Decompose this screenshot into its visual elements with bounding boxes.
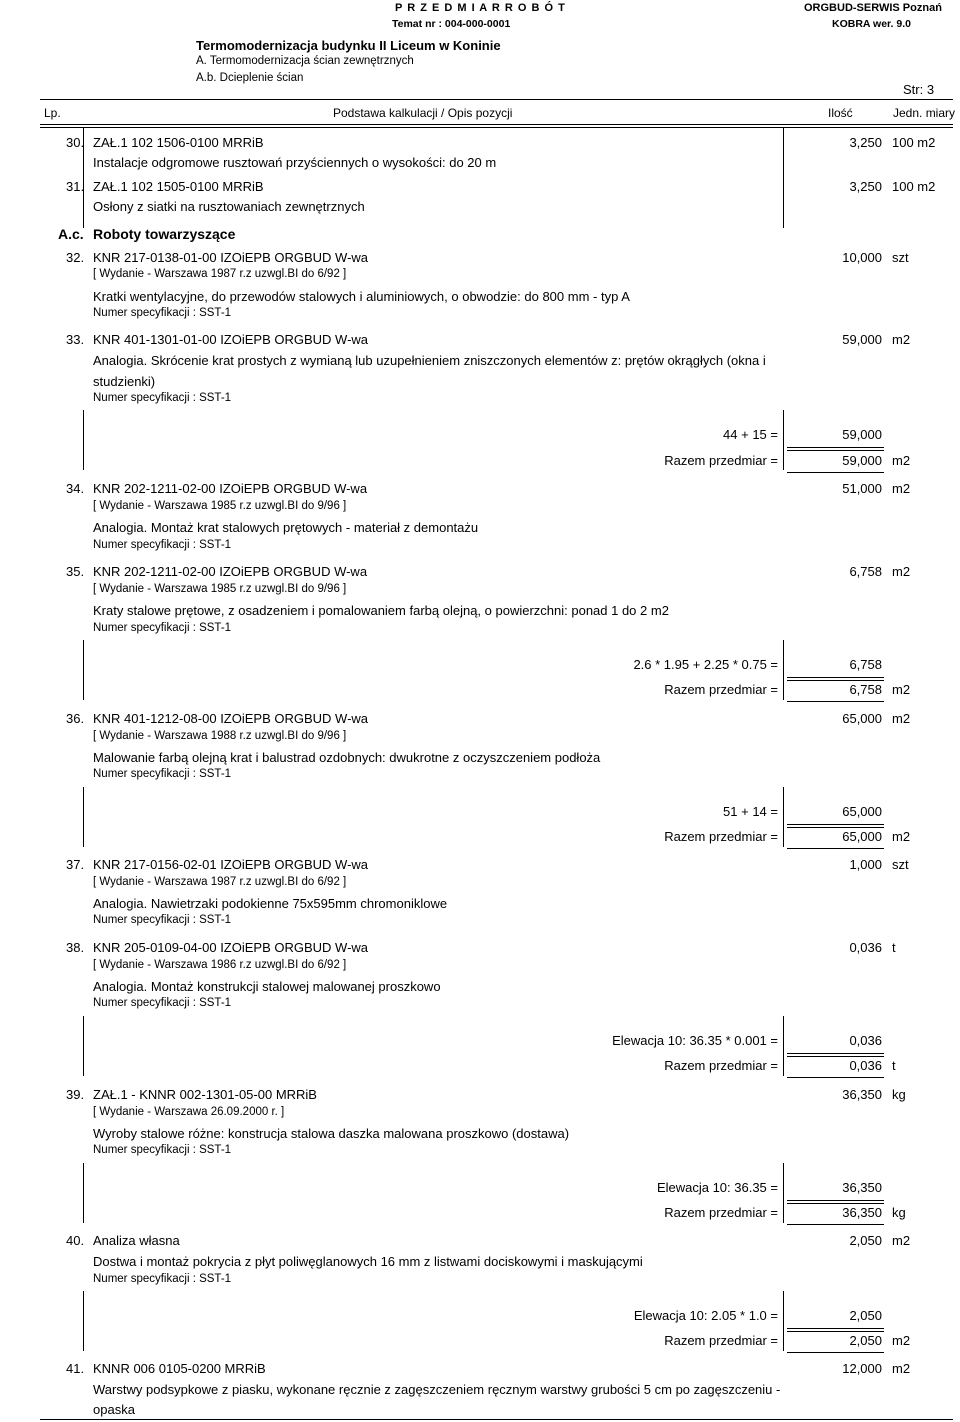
col-unit: Jedn. miary	[893, 106, 956, 120]
item-desc: Warstwy podsypkowe z piasku, wykonane ręcznie z zagęszczeniem ręcznym warstwy grubości 5 cm po zagęszczeniu -	[93, 1382, 781, 1397]
item-spec: Numer specyfikacji : SST-1	[93, 1273, 232, 1285]
sum-double-rule	[787, 824, 884, 828]
item-lp: 32.	[66, 250, 85, 265]
item-unit: szt	[892, 857, 909, 872]
header-top-rule	[40, 99, 953, 100]
software-version: KOBRA wer. 9.0	[832, 18, 911, 30]
item-code: ZAŁ.1 - KNNR 002-1301-05-00 MRRiB	[93, 1087, 317, 1102]
item-desc-cont: studzienki)	[93, 374, 156, 389]
calc-value: 36,350	[842, 1180, 882, 1195]
item-spec: Numer specyfikacji : SST-1	[93, 307, 232, 319]
item-qty: 10,000	[842, 250, 882, 265]
item-spec: Numer specyfikacji : SST-1	[93, 914, 232, 926]
item-desc: Kraty stalowe prętowe, z osadzeniem i pomalowaniem farbą olejną, o powierzchni: ponad 1 do 2 m2	[93, 603, 669, 618]
item-lp: 38.	[66, 940, 85, 955]
item-qty: 65,000	[842, 711, 882, 726]
section-a-title: A. Termomodernizacja ścian zewnętrznych	[196, 55, 414, 67]
calc-expression: Elewacja 10: 36.35 =	[656, 1180, 778, 1195]
col-separator	[83, 1163, 84, 1223]
item-desc: Instalacje odgromowe rusztowań przyściennych o wysokości: do 20 m	[93, 155, 497, 170]
sum-value: 2,050	[849, 1333, 882, 1348]
sum-underline	[787, 701, 884, 702]
sum-underline	[787, 472, 884, 473]
item-unit: 100 m2	[892, 135, 936, 150]
item-qty: 3,250	[849, 179, 882, 194]
sum-label: Razem przedmiar =	[664, 1333, 778, 1348]
item-unit: m2	[892, 1233, 911, 1248]
sum-unit: t	[892, 1058, 896, 1073]
sum-unit: m2	[892, 682, 911, 697]
item-desc-cont: opaska	[93, 1402, 135, 1417]
col-basis: Podstawa kalkulacji / Opis pozycji	[333, 106, 513, 120]
item-spec: Numer specyfikacji : SST-1	[93, 768, 232, 780]
item-edition: [ Wydanie - Warszawa 1985 r.z uzwgl.BI do 9/96 ]	[93, 583, 347, 595]
sum-underline	[787, 1224, 884, 1225]
item-code: KNR 217-0138-01-00 IZOiEPB ORGBUD W-wa	[93, 250, 369, 265]
item-edition: [ Wydanie - Warszawa 1987 r.z uzwgl.BI do 6/92 ]	[93, 876, 347, 888]
col-separator	[783, 128, 784, 228]
item-edition: [ Wydanie - Warszawa 1986 r.z uzwgl.BI do 6/92 ]	[93, 959, 347, 971]
sum-value: 65,000	[842, 829, 882, 844]
sum-label: Razem przedmiar =	[664, 1058, 778, 1073]
item-code: KNR 202-1211-02-00 IZOiEPB ORGBUD W-wa	[93, 564, 368, 579]
item-lp: 37.	[66, 857, 85, 872]
sum-value: 59,000	[842, 453, 882, 468]
item-qty: 3,250	[849, 135, 882, 150]
item-lp: 35.	[66, 564, 85, 579]
sum-double-rule	[787, 677, 884, 681]
calc-value: 59,000	[842, 427, 882, 442]
document-title: P R Z E D M I A R R O B Ó T	[395, 2, 566, 14]
item-qty: 51,000	[842, 481, 882, 496]
item-unit: t	[892, 940, 896, 955]
item-code: KNR 217-0156-02-01 IZOiEPB ORGBUD W-wa	[93, 857, 369, 872]
item-desc: Dostwa i montaż pokrycia z płyt poliwęglanowych 16 mm z listwami dociskowymi i maskującymi	[93, 1254, 643, 1269]
item-desc: Osłony z siatki na rusztowaniach zewnętrznych	[93, 199, 365, 214]
item-lp: 41.	[66, 1361, 85, 1376]
item-spec: Numer specyfikacji : SST-1	[93, 997, 232, 1009]
item-unit: m2	[892, 332, 911, 347]
company-name: ORGBUD-SERWIS Poznań	[804, 2, 942, 14]
col-separator	[783, 787, 784, 847]
calc-value: 2,050	[849, 1308, 882, 1323]
item-desc: Malowanie farbą olejną krat i balustrad ozdobnych: dwukrotne z oczyszczeniem podłoża	[93, 750, 601, 765]
section-c-code: A.c.	[58, 226, 84, 242]
item-spec: Numer specyfikacji : SST-1	[93, 392, 232, 404]
calc-expression: 2.6 * 1.95 + 2.25 * 0.75 =	[633, 657, 778, 672]
page-bottom-rule	[40, 1419, 953, 1420]
item-qty: 2,050	[849, 1233, 882, 1248]
item-desc: Analogia. Skrócenie krat prostych z wymianą lub uzupełnieniem zniszczonych elementów z: prętów okrągłych (okna i	[93, 353, 766, 368]
item-spec: Numer specyfikacji : SST-1	[93, 1144, 232, 1156]
item-lp: 33.	[66, 332, 85, 347]
item-lp: 39.	[66, 1087, 85, 1102]
section-c-title: Roboty towarzyszące	[93, 226, 236, 242]
sum-value: 6,758	[849, 682, 882, 697]
calc-value: 65,000	[842, 804, 882, 819]
item-desc: Analogia. Montaż konstrukcji stalowej malowanej proszkowo	[93, 979, 441, 994]
item-code: KNNR 006 0105-0200 MRRiB	[93, 1361, 266, 1376]
col-separator	[83, 1291, 84, 1351]
sum-label: Razem przedmiar =	[664, 829, 778, 844]
item-code: ZAŁ.1 102 1505-0100 MRRiB	[93, 179, 264, 194]
item-unit: m2	[892, 564, 911, 579]
item-qty: 0,036	[849, 940, 882, 955]
section-ab-title: A.b. Dcieplenie ścian	[196, 72, 304, 84]
item-unit: m2	[892, 711, 911, 726]
item-desc: Kratki wentylacyjne, do przewodów stalowych i aluminiowych, o obwodzie: do 800 mm - typ A	[93, 289, 630, 304]
sum-value: 0,036	[849, 1058, 882, 1073]
item-unit: 100 m2	[892, 179, 936, 194]
item-desc: Analogia. Nawietrzaki podokienne 75x595mm chromoniklowe	[93, 896, 448, 911]
item-lp: 36.	[66, 711, 85, 726]
item-lp: 34.	[66, 481, 85, 496]
header-bottom-rule-2	[40, 127, 953, 128]
item-edition: [ Wydanie - Warszawa 1987 r.z uzwgl.BI do 6/92 ]	[93, 268, 347, 280]
item-code: KNR 401-1301-01-00 IZOiEPB ORGBUD W-wa	[93, 332, 369, 347]
item-desc: Analogia. Montaż krat stalowych prętowych - materiał z demontażu	[93, 520, 479, 535]
item-desc: Wyroby stalowe różne: konstrucja stalowa daszka malowana proszkowo (dostawa)	[93, 1126, 570, 1141]
calc-expression: 51 + 14 =	[723, 804, 778, 819]
sum-double-rule	[787, 447, 884, 451]
sum-label: Razem przedmiar =	[664, 682, 778, 697]
sum-unit: m2	[892, 829, 911, 844]
col-separator	[783, 1016, 784, 1076]
item-lp: 40.	[66, 1233, 85, 1248]
page-number: Str: 3	[903, 82, 935, 97]
col-separator	[783, 1163, 784, 1223]
col-separator	[83, 410, 84, 470]
topic-number: Temat nr : 004-000-0001	[392, 18, 511, 30]
item-unit: m2	[892, 1361, 911, 1376]
col-qty: Ilość	[828, 106, 853, 120]
item-qty: 12,000	[842, 1361, 882, 1376]
item-spec: Numer specyfikacji : SST-1	[93, 622, 232, 634]
calc-value: 0,036	[849, 1033, 882, 1048]
item-spec: Numer specyfikacji : SST-1	[93, 539, 232, 551]
col-separator	[83, 640, 84, 700]
project-title: Termomodernizacja budynku II Liceum w Koninie	[196, 38, 501, 53]
item-code: KNR 205-0109-04-00 IZOiEPB ORGBUD W-wa	[93, 940, 369, 955]
col-separator	[783, 1291, 784, 1351]
item-unit: m2	[892, 481, 911, 496]
item-qty: 6,758	[849, 564, 882, 579]
col-lp: Lp.	[44, 106, 61, 120]
sum-unit: kg	[892, 1205, 906, 1220]
sum-value: 36,350	[842, 1205, 882, 1220]
item-edition: [ Wydanie - Warszawa 26.09.2000 r. ]	[93, 1106, 285, 1118]
calc-expression: Elewacja 10: 2.05 * 1.0 =	[633, 1308, 778, 1323]
item-lp: 31.	[66, 179, 85, 194]
sum-label: Razem przedmiar =	[664, 453, 778, 468]
sum-underline	[787, 848, 884, 849]
col-separator	[83, 1016, 84, 1076]
sum-label: Razem przedmiar =	[664, 1205, 778, 1220]
item-edition: [ Wydanie - Warszawa 1985 r.z uzwgl.BI do 9/96 ]	[93, 500, 347, 512]
calc-value: 6,758	[849, 657, 882, 672]
sum-unit: m2	[892, 1333, 911, 1348]
item-qty: 1,000	[849, 857, 882, 872]
col-separator	[83, 787, 84, 847]
item-qty: 59,000	[842, 332, 882, 347]
item-edition: [ Wydanie - Warszawa 1988 r.z uzwgl.BI do 9/96 ]	[93, 730, 347, 742]
sum-double-rule	[787, 1200, 884, 1204]
item-code: KNR 202-1211-02-00 IZOiEPB ORGBUD W-wa	[93, 481, 368, 496]
item-unit: szt	[892, 250, 909, 265]
item-lp: 30.	[66, 135, 85, 150]
sum-underline	[787, 1352, 884, 1353]
item-code: Analiza własna	[93, 1233, 180, 1248]
calc-expression: Elewacja 10: 36.35 * 0.001 =	[612, 1033, 778, 1048]
item-code: ZAŁ.1 102 1506-0100 MRRiB	[93, 135, 264, 150]
item-code: KNR 401-1212-08-00 IZOiEPB ORGBUD W-wa	[93, 711, 369, 726]
sum-unit: m2	[892, 453, 911, 468]
item-unit: kg	[892, 1087, 906, 1102]
sum-underline	[787, 1077, 884, 1078]
col-separator	[783, 640, 784, 700]
sum-double-rule	[787, 1053, 884, 1057]
col-separator	[783, 410, 784, 470]
header-bottom-rule	[40, 124, 953, 125]
sum-double-rule	[787, 1328, 884, 1332]
item-qty: 36,350	[842, 1087, 882, 1102]
calc-expression: 44 + 15 =	[723, 427, 778, 442]
